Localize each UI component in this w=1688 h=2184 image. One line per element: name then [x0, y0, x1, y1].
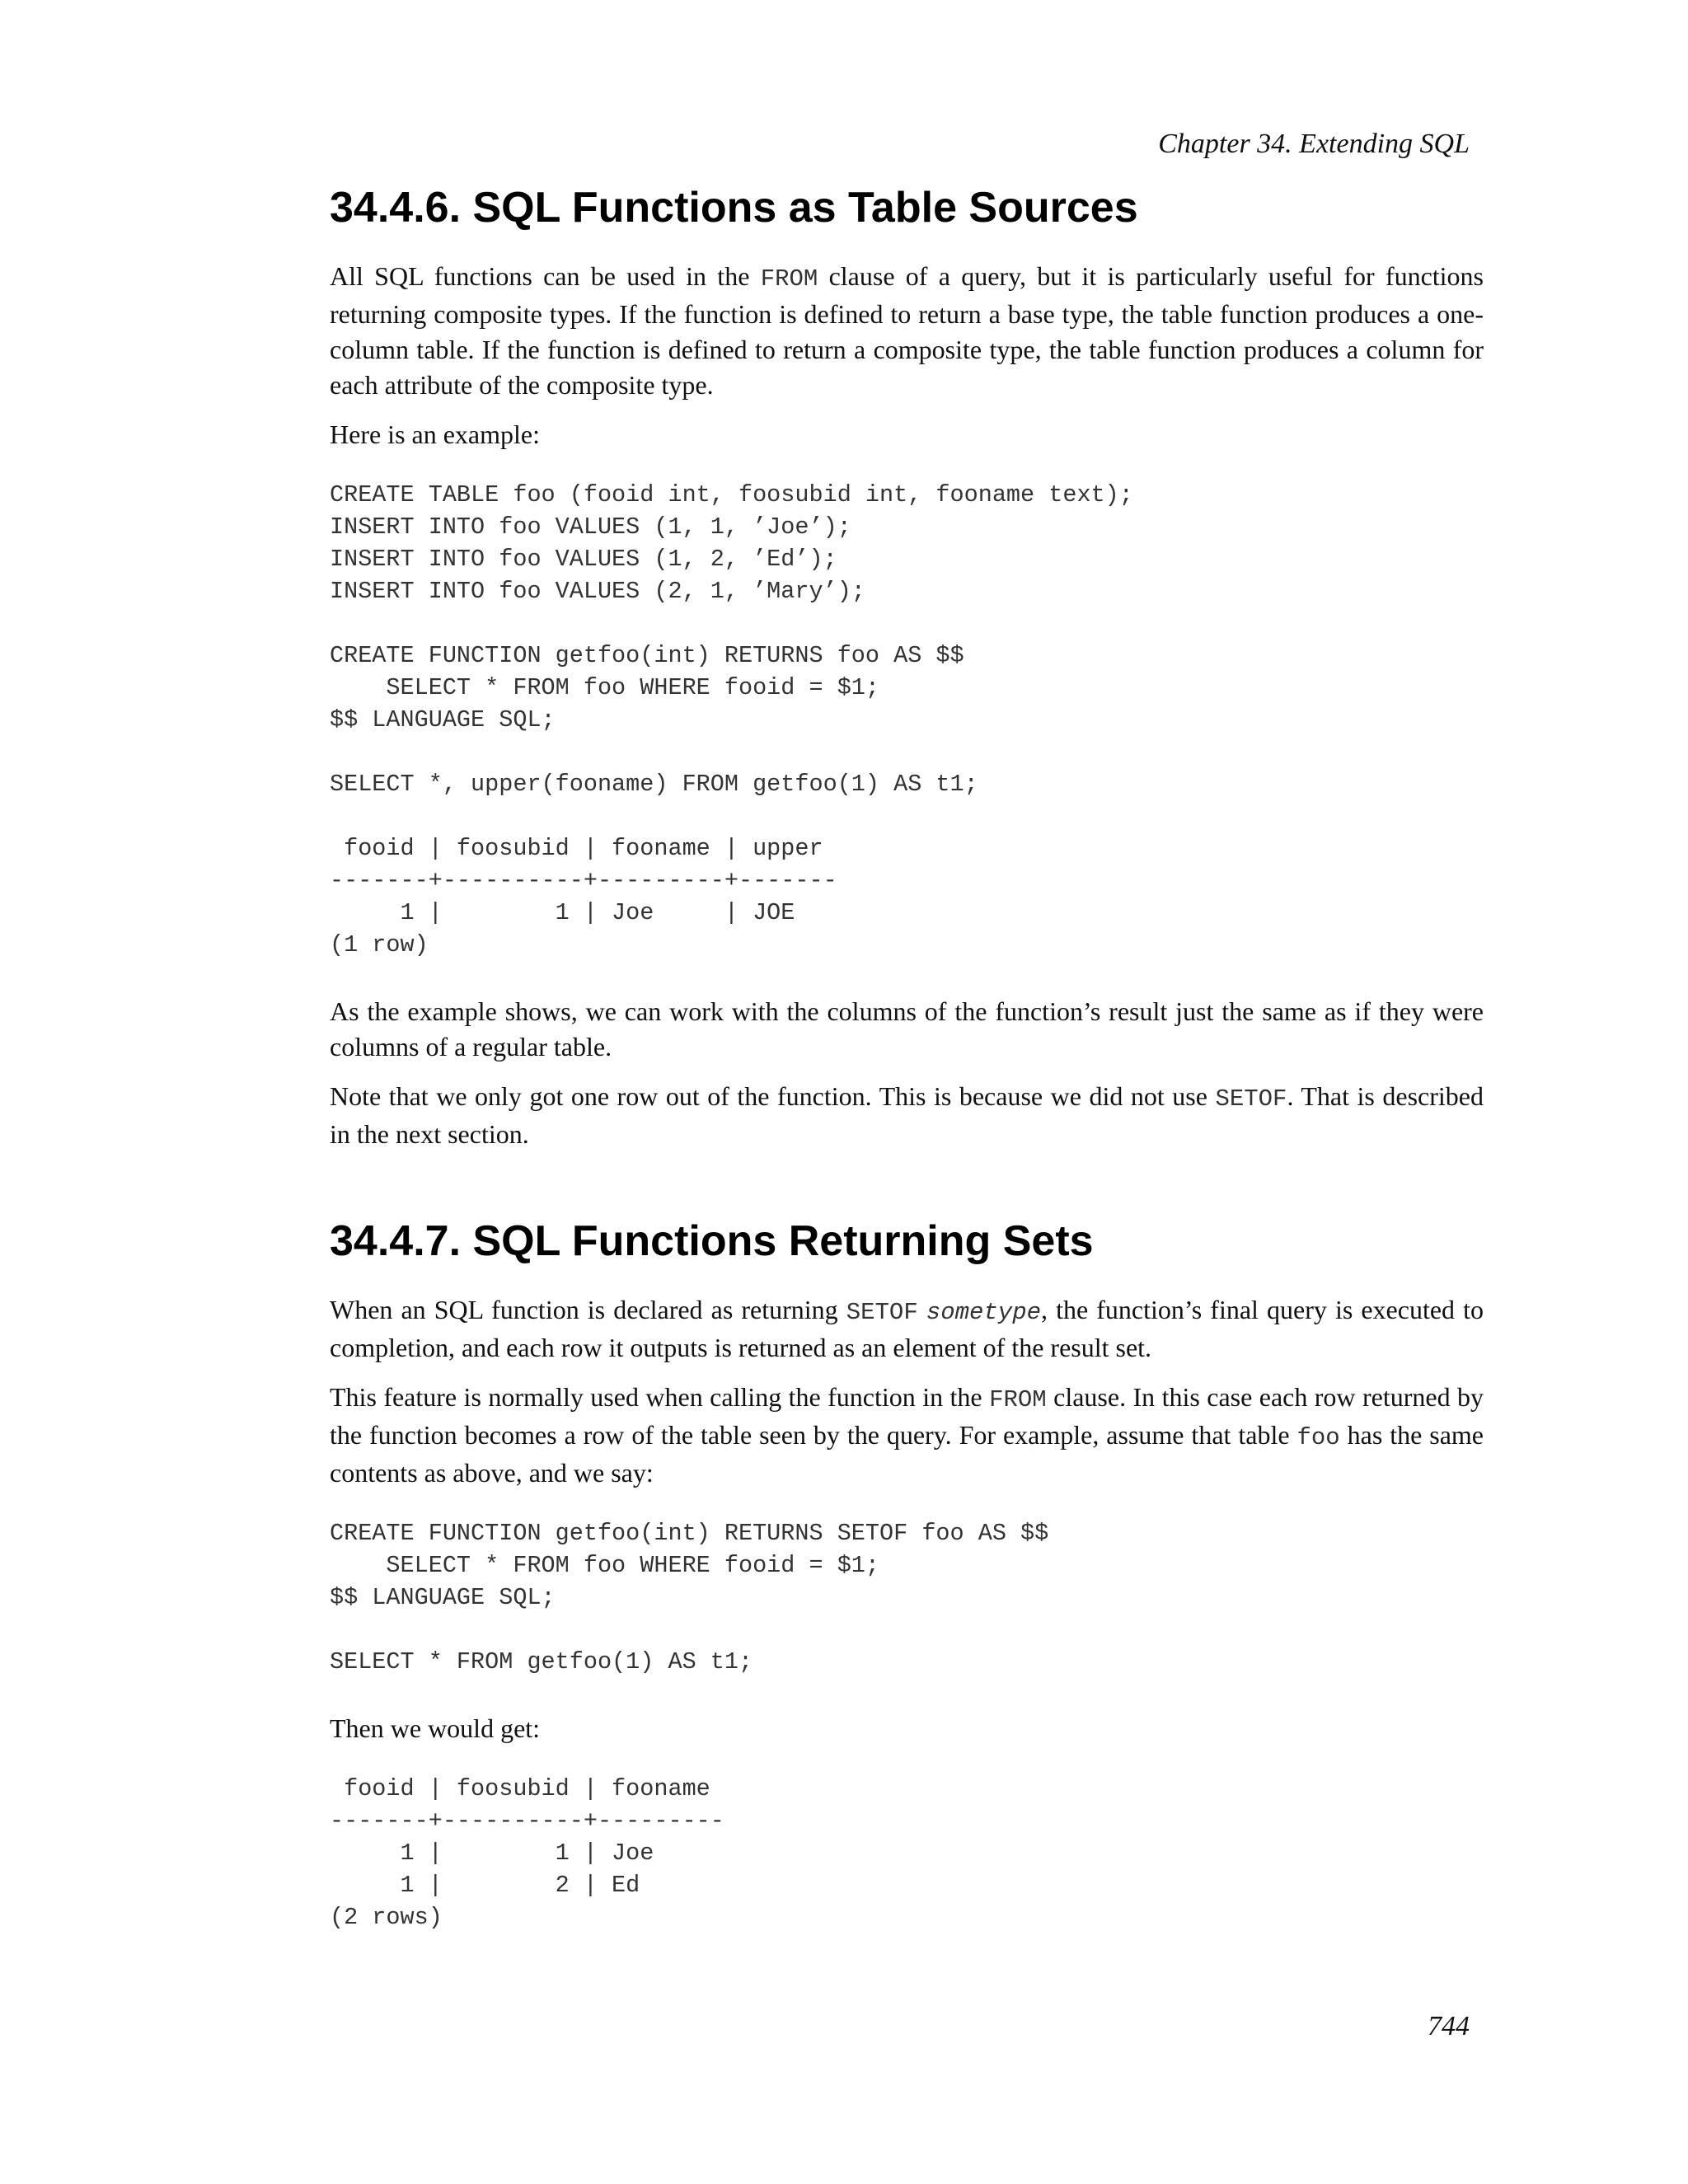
code-block: fooid | foosubid | fooname -------+----------+--------- 1 | 1 | Joe 1 | 2 | Ed (2 rows) — [330, 1775, 724, 1931]
paragraph — [330, 1380, 1484, 1491]
text-run: . That is described in the next section. — [330, 1081, 1484, 1149]
text-run: clause. In this case each row returned by the function becomes a row of the table seen by the query. For example, assume that table — [330, 1382, 1484, 1450]
paragraph — [330, 1292, 1484, 1366]
text-run: This feature is normally used when calling the function in the — [330, 1382, 990, 1412]
section-heading: 34.4.6. SQL Functions as Table Sources — [330, 184, 1138, 232]
paragraph: Then we would get: — [330, 1713, 541, 1743]
text-run: All SQL functions can be used in the — [330, 261, 761, 291]
section-table-sources — [330, 181, 1484, 1152]
paragraph — [330, 1079, 1484, 1152]
paragraph — [330, 259, 1484, 403]
inline-code: FROM — [760, 265, 818, 293]
text-run: Note that we only got one row out of the function. This is because we did not use — [330, 1081, 1216, 1111]
section-heading: 34.4.7. SQL Functions Returning Sets — [330, 1217, 1094, 1265]
paragraph: As the example shows, we can work with the columns of the function’s result just the same as if they were columns of a regular table. — [330, 996, 1484, 1062]
running-header: Chapter 34. Extending SQL — [1158, 129, 1470, 159]
section-returning-sets — [330, 1215, 1484, 1933]
text-run: clause of a query, but it is particularly useful for functions returning composite types. If the function is defined to return a base type, the table function produces a one-column table. If the function is defined to return a composite type, the table function produces a column for each attribute of the composite type. — [330, 261, 1484, 400]
inline-code: FROM — [989, 1386, 1047, 1413]
code-block: CREATE FUNCTION getfoo(int) RETURNS SETOF foo AS $$ SELECT * FROM foo WHERE fooid = $1; $$ LANGUAGE SQL; SELECT * FROM getfoo(1) AS t1; — [330, 1520, 1049, 1675]
text-run: has the same contents as above, and we say: — [330, 1420, 1484, 1488]
page-number: 744 — [1428, 2011, 1470, 2041]
inline-code: foo — [1296, 1424, 1340, 1451]
paragraph: Here is an example: — [330, 419, 540, 449]
inline-code: SETOF — [846, 1299, 918, 1326]
page-content — [330, 181, 1484, 1966]
text-run: , the function’s final query is executed to completion, and each row it outputs is returned as an element of the result set. — [330, 1295, 1484, 1362]
code-block: CREATE TABLE foo (fooid int, foosubid int, fooname text); INSERT INTO foo VALUES (1, 1, ’Joe’); INSERT INTO foo VALUES (1, 2, ’Ed’); INSERT INTO foo VALUES (2, 1, ’Mary’); CREATE FUNCTION getfoo(int) RETURNS foo AS $$ SELECT * FROM foo WHERE fooid = $1; $$ LANGUAGE SQL; SELECT *, upper(fooname) FROM getfoo(1) AS t1; fooid | foosubid | fooname | upper -------+----------+---------+------- 1 | 1 | Joe | JOE (1 row) — [330, 481, 1133, 958]
inline-code: SETOF — [1215, 1085, 1287, 1113]
inline-code-italic: sometype — [926, 1299, 1042, 1326]
text-run: When an SQL function is declared as returning — [330, 1295, 846, 1324]
